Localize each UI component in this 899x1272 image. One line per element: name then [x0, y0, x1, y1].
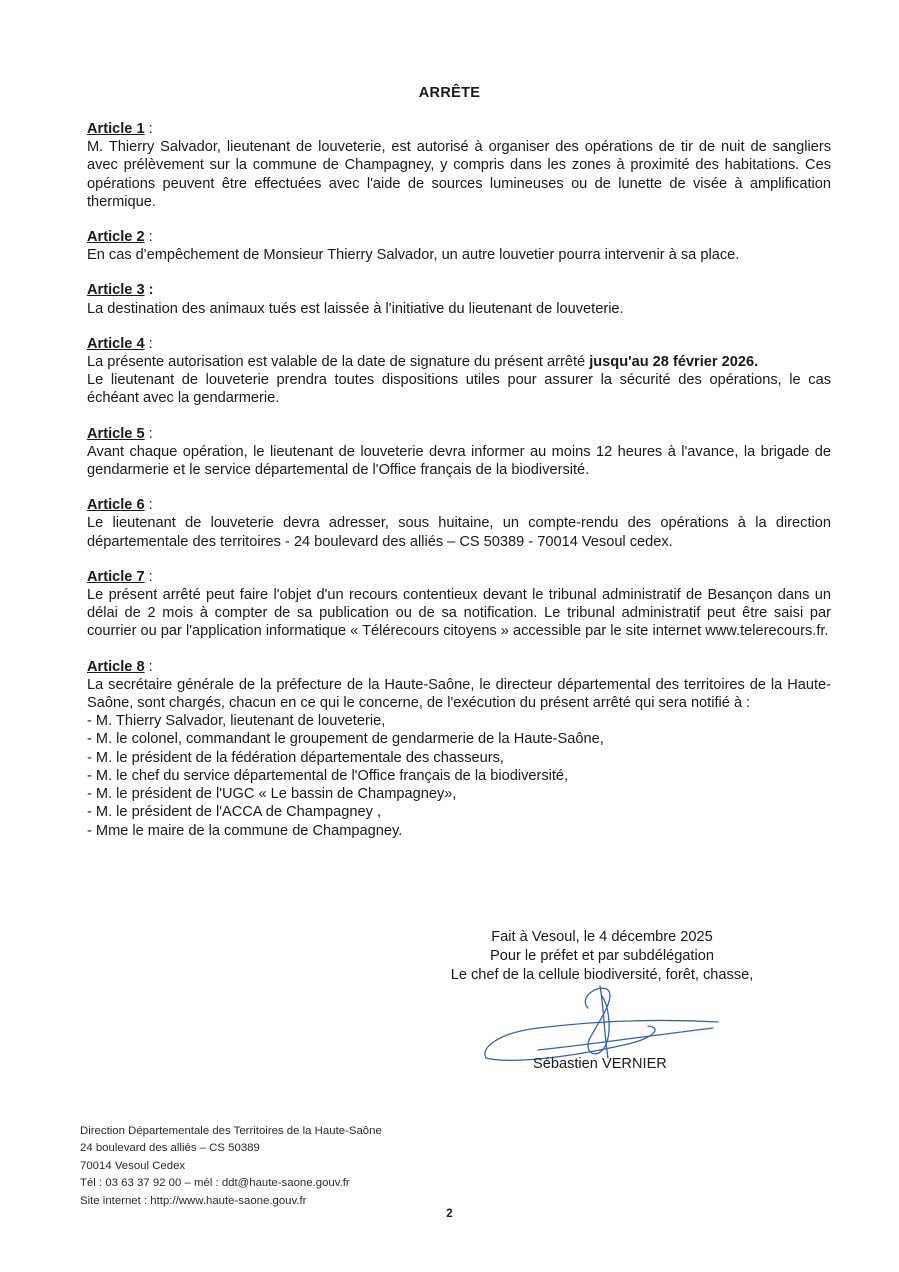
article-2: Article 2 : En cas d'empêchement de Monsieur Thierry Salvador, un autre louvetier pourra intervenir à sa place.	[87, 228, 831, 264]
footer-contact: Tél : 03 63 37 92 00 – mél : ddt@haute-saone.gouv.fr	[80, 1177, 350, 1190]
article-4: Article 4 : La présente autorisation est valable de la date de signature du présent arrêté jusqu'au 28 février 2026. Le lieutenant de louveterie prendra toutes dispositions utiles pour assurer la sécurité des opérations, le cas échéant avec la gendarmerie.	[87, 335, 831, 407]
recipient-list	[87, 712, 831, 839]
validity-date: jusqu'au 28 février 2026.	[589, 354, 759, 371]
list-item: - M. le chef du service départemental de l'Office français de la biodiversité,	[87, 767, 569, 784]
signer-role: Le chef de la cellule biodiversité, forêt, chasse,	[450, 967, 754, 983]
article-label: Article 1	[87, 121, 145, 137]
article-text: Le lieutenant de louveterie devra adresser, sous huitaine, un compte-rendu des opérations à la direction départementale des territoires - 24 boulevard des alliés – CS 50389 - 70014 Vesoul cedex.	[87, 515, 831, 550]
list-item: - M. le colonel, commandant le groupement de gendarmerie de la Haute-Saône,	[87, 731, 604, 748]
delegation: Pour le préfet et par subdélégation	[490, 948, 714, 964]
footer-address-1: 24 boulevard des alliés – CS 50389	[80, 1142, 260, 1155]
article-label: Article 7	[87, 568, 145, 585]
article-label: Article 8	[87, 658, 145, 675]
article-text: La secrétaire générale de la préfecture de la Haute-Saône, le directeur départemental des territoires de la Haute-Saône, sont chargés, chacun en ce qui le concerne, de l'exécution du présent arrêté qui sera notifié à :	[87, 676, 831, 712]
signature-block	[420, 928, 784, 985]
article-text: Le présent arrêté peut faire l'objet d'un recours contentieux devant le tribunal administratif de Besançon dans un délai de 2 mois à compter de sa publication ou de sa notification. Le tribunal administratif peut être saisi par courrier ou par l'application informatique « Télérecours citoyens » accessible par le site internet www.telerecours.fr.	[87, 587, 831, 640]
article-3: Article 3 : La destination des animaux tués est laissée à l'initiative du lieutenant de louveterie.	[87, 281, 831, 317]
article-5: Article 5 : Avant chaque opération, le lieutenant de louveterie devra informer au moins 12 heures à l'avance, la brigade de gendarmerie et le service départemental de l'Office français de la biodiversité.	[87, 425, 831, 479]
article-6: Article 6 : Le lieutenant de louveterie devra adresser, sous huitaine, un compte-rendu des opérations à la direction départementale des territoires - 24 boulevard des alliés – CS 50389 - 70014 Vesoul cedex.	[87, 497, 831, 550]
article-label: Article 3	[87, 282, 145, 299]
footer-website: Site internet : http://www.haute-saone.gouv.fr	[80, 1194, 307, 1207]
footer	[80, 1123, 382, 1210]
list-item: - M. le président de l'UGC « Le bassin de Champagney»,	[87, 786, 457, 803]
footer-address-2: 70014 Vesoul Cedex	[80, 1159, 186, 1172]
footer-org: Direction Départementale des Territoires de la Haute-Saône	[80, 1125, 382, 1137]
article-label: Article 4	[87, 335, 145, 352]
article-text: La destination des animaux tués est laissée à l'initiative du lieutenant de louveterie.	[87, 300, 624, 317]
article-label: Article 2	[87, 229, 145, 246]
list-item: - M. le président de l'ACCA de Champagney ,	[87, 804, 381, 821]
signer-name: Sébastien VERNIER	[533, 1056, 667, 1072]
list-item: - Mme le maire de la commune de Champagney.	[87, 822, 403, 839]
article-label: Article 5	[87, 425, 145, 442]
article-7: Article 7 : Le présent arrêté peut faire l'objet d'un recours contentieux devant le tribunal administratif de Besançon dans un délai de 2 mois à compter de sa publication ou de sa notification. Le tribunal administratif peut être saisi par courrier ou par l'application informatique « Télérecours citoyens » accessible par le site internet www.telerecours.fr.	[87, 568, 831, 640]
document-title: ARRÊTE	[418, 85, 481, 101]
article-label: Article 6	[87, 497, 145, 514]
place-date: Fait à Vesoul, le 4 décembre 2025	[491, 929, 713, 945]
article-text: Avant chaque opération, le lieutenant de louveterie devra informer au moins 12 heures à l'avance, la brigade de gendarmerie et le service départemental de l'Office français de la biodiversité.	[87, 443, 831, 479]
article-text-continued: Le lieutenant de louveterie prendra toutes dispositions utiles pour assurer la sécurité des opérations, le cas échéant avec la gendarmerie.	[87, 372, 831, 407]
page-number: 2	[446, 1208, 453, 1220]
articles-body	[87, 120, 831, 857]
article-text: M. Thierry Salvador, lieutenant de louveterie, est autorisé à organiser des opérations de tir de nuit de sangliers avec prélèvement sur la commune de Champagney, y compris dans les zones à proximité des habitations. Ces opérations peuvent être effectuées avec l'aide de sources lumineuses ou de lunette de visée à amplification thermique.	[87, 139, 831, 210]
list-item: - M. le président de la fédération départementale des chasseurs,	[87, 749, 504, 766]
article-8: Article 8 : La secrétaire générale de la préfecture de la Haute-Saône, le directeur départemental des territoires de la Haute-Saône, sont chargés, chacun en ce qui le concerne, de l'exécution du présent arrêté qui sera notifié à : - M. Thierry Salvador, lieutenant de louveterie, - M. le colonel, commandant le groupement de gendarmerie de la Haute-Saône, - M. le président de la fédération départementale des chasseurs, - M. le chef du service départemental de l'Office français de la biodiversité, - M. le président de l'UGC « Le bassin de Champagney», - M. le président de l'ACCA de Champagney , - Mme le maire de la commune de Champagney.	[87, 658, 831, 839]
article-text: La présente autorisation est valable de la date de signature du présent arrêté jusqu'au 28 février 2026.	[87, 354, 759, 371]
article-text: En cas d'empêchement de Monsieur Thierry Salvador, un autre louvetier pourra intervenir à sa place.	[87, 247, 740, 264]
list-item: - M. Thierry Salvador, lieutenant de louveterie,	[87, 713, 386, 730]
article-1: Article 1 : M. Thierry Salvador, lieutenant de louveterie, est autorisé à organiser des opérations de tir de nuit de sangliers avec prélèvement sur la commune de Champagney, y compris dans les zones à proximité des habitations. Ces opérations peuvent être effectuées avec l'aide de sources lumineuses ou de lunette de visée à amplification thermique.	[87, 121, 831, 210]
